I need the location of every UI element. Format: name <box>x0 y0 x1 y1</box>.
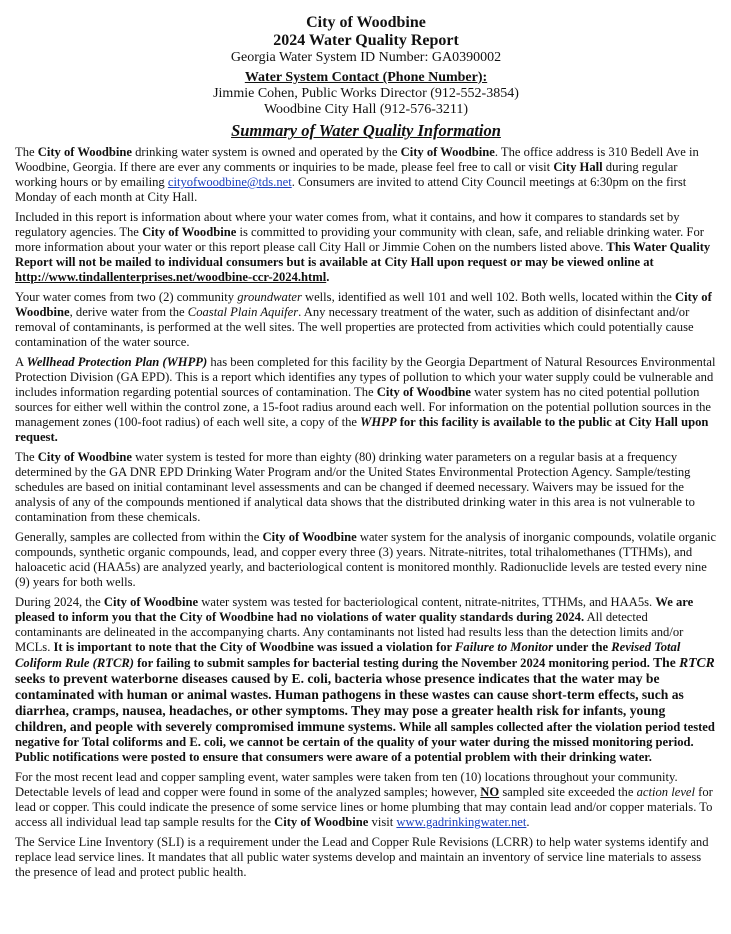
report-url-link[interactable]: http://www.tindallenterprises.net/woodbine-ccr-2024.html <box>15 269 327 284</box>
text: sampled site exceeded the <box>499 785 637 800</box>
paragraph-source <box>15 290 717 350</box>
text: . Any necessary treatment of the water, such as addition of disinfectant and/or removal of contaminants, is performed at the well sites. The well properties are protected from activities which could potentially cause contamination of the water source. <box>15 304 694 349</box>
paragraph-ownership <box>15 145 717 205</box>
text: water system has no cited potential pollution sources for either well within the control zone, a 15-foot radius around each well. For information on the potential pollution sources in the management zones (100-foot radius) of each well site, a copy of the <box>15 384 711 429</box>
text: has been completed for this facility by the Georgia Department of Natural Resources Environmental Protection Division (GA EPD). This is a report which identifies any types of pollution to which your water supply could be vulnerable and includes information regarding potential sources of contamination. The <box>15 354 716 399</box>
text: A <box>15 354 27 369</box>
city-name: City of Woodbine <box>400 145 495 160</box>
text: All detected contaminants are delineated in the accompanying charts. Any contaminants not listed had results less than the detection limits and/or MCLs. <box>15 609 684 654</box>
text: water system for the analysis of inorganic compounds, volatile organic compounds, synthetic organic compounds, lead, and copper every three (3) years. Nitrate-nitrites, total trihalomethanes (TTHMs), and haloacetic acid (HAA5s) are analyzed yearly, and bacteriological content is monitored monthly. Radionuclide levels are tested every nine (9) years for both wells. <box>15 529 717 589</box>
text: Included in this report is information about where your water comes from, what it contains, and how it compares to standards set by regulatory agencies. The <box>15 209 680 239</box>
text: NO <box>480 785 500 800</box>
text: groundwater <box>237 289 302 304</box>
text: The <box>15 145 38 160</box>
gadrinkingwater-link[interactable]: www.gadrinkingwater.net <box>396 815 527 830</box>
summary-heading: Summary of Water Quality Information <box>231 121 501 141</box>
text: . The office address is 310 Bedell Ave in Woodbine, Georgia. If there are ever any comments or inquiries to be made, please feel free to call or visit <box>15 145 699 175</box>
paragraph-sli <box>15 835 717 880</box>
contact-director: Jimmie Cohen, Public Works Director (912-552-3854) <box>213 85 519 101</box>
text: Revised Total Coliform Rule (RTCR) <box>15 639 681 670</box>
text: wells, identified as well 101 and well 102. Both wells, located within the <box>301 289 676 304</box>
text: for this facility is available to the public at City Hall upon request. <box>15 414 709 444</box>
text: Generally, samples are collected from within the <box>15 529 263 544</box>
text: During 2024, the <box>15 594 104 609</box>
text: Failure to Monitor <box>455 639 553 654</box>
health-effects-text: seeks to prevent waterborne diseases caused by E. coli, bacteria whose presence indicates that the water may be contaminated with human or animal wastes. Human pathogens in these wastes can cause short-term effects, such as diarrhea, cramps, nausea, headaches, or other symptoms. They may pose a greater health risk for infants, young children, and people with severely compromised immune systems. <box>15 670 684 735</box>
paragraph-testing <box>15 450 717 525</box>
text: for failing to submit samples for bacterial testing during the November 2024 monitoring period. <box>133 655 654 670</box>
city-name: City of Woodbine <box>15 289 712 319</box>
text: during regular working hours or by emailing <box>15 160 678 190</box>
text: drinking water system is owned and operated by the <box>131 145 401 160</box>
text: action level <box>636 785 696 800</box>
text: Your water comes from two (2) community <box>15 289 238 304</box>
report-header <box>15 14 717 141</box>
contact-label: Water System Contact (Phone Number): <box>244 69 488 85</box>
city-name: City of Woodbine <box>274 815 369 830</box>
text: water system is tested for more than eighty (80) drinking water parameters on a regular basis at a frequency determined by the GA DNR EPD Drinking Water Program and/or the United States Environmental Protection Agency. Sample/testing schedules are based on initial contaminant level assessments and can be changed if deemed necessary. Waivers may be issued for the analysis of any of the compounds mentioned if analytical data shows that the distributed drinking water in this area is not vulnerable to contamination from these chemicals. <box>15 449 695 524</box>
paragraph-sampling <box>15 530 717 590</box>
text: under the <box>553 639 612 654</box>
email-link[interactable]: cityofwoodbine@tds.net <box>167 175 292 190</box>
availability-note: This Water Quality Report will not be mailed to individual consumers but is available at City Hall upon request or may be viewed online at <box>15 239 711 269</box>
text: is committed to providing your community with clean, safe, and reliable drinking water. For more information about your water or this report please call City Hall or Jimmie Cohen on the numbers listed above. <box>15 224 704 254</box>
text: . <box>526 815 530 830</box>
city-name: City of Woodbine <box>103 594 199 609</box>
city-title: City of Woodbine <box>306 14 426 31</box>
no-violations-note: We are pleased to inform you that the City of Woodbine had no violations of water quality standards during 2024. <box>15 594 694 624</box>
city-name: City of Woodbine <box>376 384 471 399</box>
text: The <box>15 449 38 464</box>
paragraph-lead-copper <box>15 770 717 830</box>
report-title: 2024 Water Quality Report <box>273 32 459 50</box>
text: , derive water from the <box>69 304 188 319</box>
city-name: City of Woodbine <box>37 145 132 160</box>
text: water system was tested for bacteriological content, nitrate-nitrites, TTHMs, and HAA5s. <box>198 594 656 609</box>
paragraph-info <box>15 210 717 285</box>
whpp-name: Wellhead Protection Plan (WHPP) <box>26 354 208 369</box>
whpp-abbr: WHPP <box>360 414 397 429</box>
text: RTCR <box>679 654 715 670</box>
system-id: Georgia Water System ID Number: GA0390002 <box>230 50 502 66</box>
text: . Consumers are invited to attend City Council meetings at 6:30pm on the first Monday of each month at City Hall. <box>15 175 687 204</box>
report-body <box>15 145 717 880</box>
text: The <box>653 654 680 670</box>
text: It is important to note that the City of Woodbine was issued a violation for <box>53 639 456 654</box>
aquifer-name: Coastal Plain Aquifer <box>187 304 299 319</box>
paragraph-whpp <box>15 355 717 445</box>
paragraph-violation <box>15 595 717 766</box>
text: For the most recent lead and copper sampling event, water samples were taken from ten (10) locations throughout your community. Detectable levels of lead and copper were found in some of the analyzed samples; however, <box>15 770 678 800</box>
city-name: City of Woodbine <box>262 529 357 544</box>
contact-city-hall: Woodbine City Hall (912-576-3211) <box>263 101 469 117</box>
text: visit <box>368 815 397 830</box>
city-hall: City Hall <box>553 160 603 175</box>
text: for lead or copper. This could indicate the presence of some service lines or home plumbing that may contain lead and/or copper materials. To access all individual lead tap sample results for the <box>15 785 713 830</box>
text: . <box>326 269 330 284</box>
text: The Service Line Inventory (SLI) is a requirement under the Lead and Copper Rule Revisions (LCRR) to help water systems identify and replace lead service lines. It mandates that all public water systems develop and maintain an inventory of service line materials to assess the presence of lead and protect public health. <box>15 835 709 880</box>
city-name: City of Woodbine <box>37 449 132 464</box>
city-name: City of Woodbine <box>142 224 237 239</box>
text: While all samples collected after the violation period tested negative for Total coliforms and E. coli, we cannot be certain of the quality of your water during the missed monitoring period. Public notifications were posted to ensure that consumers were aware of a potential problem with their drinking water. <box>15 720 715 765</box>
